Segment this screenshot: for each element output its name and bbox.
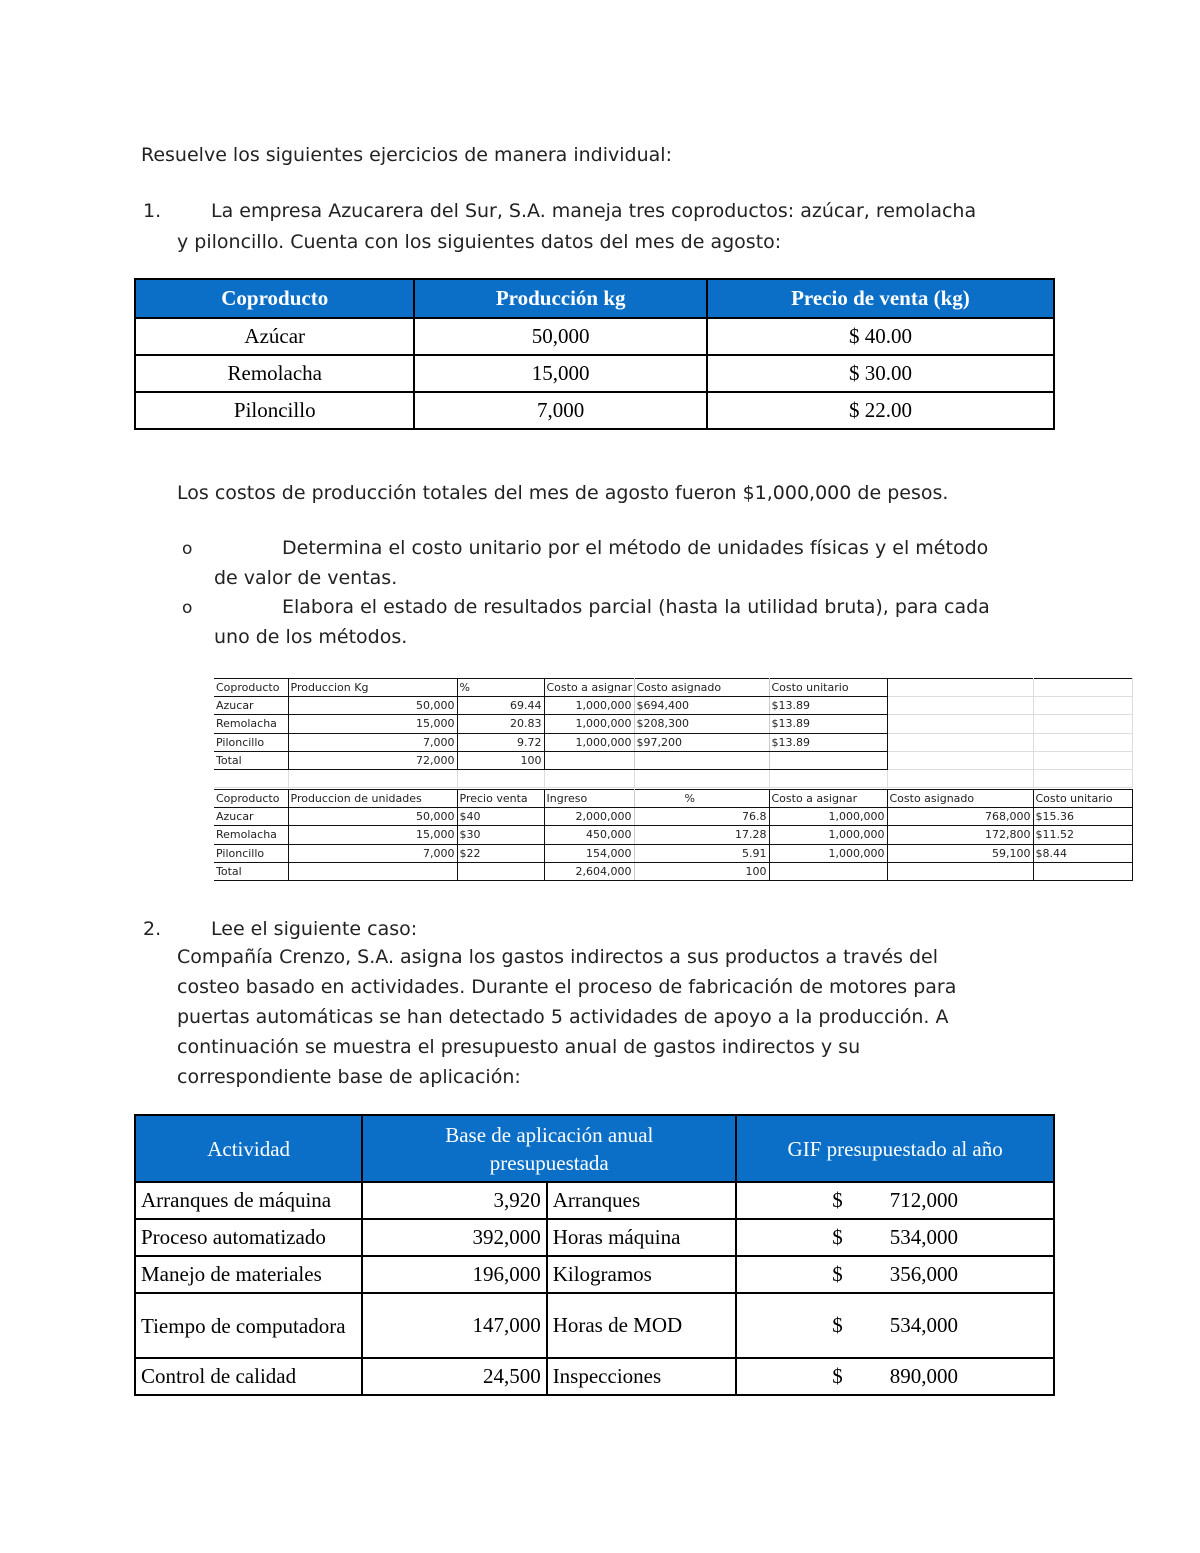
- exercise-2-line: costeo basado en actividades. Durante el proceso de fabricación de motores para: [177, 976, 957, 998]
- sheet-cell: [1033, 733, 1132, 751]
- sheet-cell: [1033, 769, 1132, 787]
- sheet-cell: 7,000: [288, 733, 457, 751]
- exercise-1-line1: La empresa Azucarera del Sur, S.A. maneja tres coproductos: azúcar, remolacha: [211, 200, 977, 222]
- sheet-cell: [634, 769, 769, 787]
- sales-value-sheet: [214, 789, 1133, 881]
- coproducts-header-row: [135, 279, 1054, 318]
- sheet-cell: 2,604,000: [544, 862, 634, 880]
- activity-cell: Arranques de máquina: [135, 1182, 362, 1219]
- sheet-cell: [769, 769, 887, 787]
- sheet-cell: 69.44: [457, 697, 544, 715]
- sheet-header-cell: %: [457, 679, 544, 697]
- sheet-header-cell: Coproducto: [214, 790, 288, 808]
- sheet-cell: $694,400: [634, 697, 769, 715]
- sheet-row: [214, 751, 1132, 769]
- sheet-cell: $8.44: [1033, 844, 1132, 862]
- exercise-2-line: Compañía Crenzo, S.A. asigna los gastos indirectos a sus productos a través del: [177, 946, 938, 968]
- bullet-2-line1: Elabora el estado de resultados parcial (hasta la utilidad bruta), para cada: [282, 596, 990, 618]
- currency-symbol: $: [832, 1188, 843, 1212]
- sheet-cell: Azucar: [214, 697, 288, 715]
- cell: $ 40.00: [707, 318, 1054, 355]
- intro-text: Resuelve los siguientes ejercicios de manera individual:: [141, 144, 672, 166]
- sheet-header-cell: Costo asignado: [634, 679, 769, 697]
- sheet-spacer-row: [214, 769, 1132, 787]
- sheet-cell: 1,000,000: [769, 844, 887, 862]
- sheet-cell: [457, 862, 544, 880]
- sheet-row: [214, 862, 1132, 880]
- sheet-header-cell: %: [634, 790, 769, 808]
- amount-cell: [736, 1182, 1054, 1219]
- sheet-cell: [544, 769, 634, 787]
- amount-value: 534,000: [889, 1225, 958, 1249]
- currency-symbol: $: [832, 1262, 843, 1286]
- exercise-2-line: correspondiente base de aplicación:: [177, 1066, 521, 1088]
- col-header: GIF presupuestado al año: [736, 1115, 1054, 1182]
- sheet-cell: 1,000,000: [769, 808, 887, 826]
- sheet-cell: 59,100: [887, 844, 1033, 862]
- exercise-2-title: Lee el siguiente caso:: [211, 918, 418, 940]
- sheet-cell: 154,000: [544, 844, 634, 862]
- sheet-cell: 100: [634, 862, 769, 880]
- sheet-cell: $30: [457, 826, 544, 844]
- sheet-cell: [1033, 862, 1132, 880]
- sheet-cell: Piloncillo: [214, 733, 288, 751]
- amount-cell: [736, 1358, 1054, 1395]
- total-costs-text: Los costos de producción totales del mes de agosto fueron $1,000,000 de pesos.: [177, 482, 949, 504]
- sheet-cell: [887, 715, 1033, 733]
- sheet-cell: 2,000,000: [544, 808, 634, 826]
- sheet-cell: [288, 862, 457, 880]
- sheet-cell: 100: [457, 751, 544, 769]
- sheet-row: [214, 715, 1132, 733]
- sheet-header-cell: Coproducto: [214, 679, 288, 697]
- sheet-header-cell: Ingreso: [544, 790, 634, 808]
- table-row: [135, 318, 1054, 355]
- sheet-row: [214, 808, 1132, 826]
- cell: 15,000: [414, 355, 706, 392]
- col-header: Coproducto: [135, 279, 414, 318]
- col-header: Actividad: [135, 1115, 362, 1182]
- activity-cell: Control de calidad: [135, 1358, 362, 1395]
- exercise-2-line: continuación se muestra el presupuesto anual de gastos indirectos y su: [177, 1036, 861, 1058]
- sheet-cell: Azucar: [214, 808, 288, 826]
- sheet-cell: $13.89: [769, 715, 887, 733]
- bullet-1-line1: Determina el costo unitario por el método de unidades físicas y el método: [282, 537, 989, 559]
- sheet-cell: [214, 769, 288, 787]
- sheet-cell: [769, 862, 887, 880]
- sheet-row: [214, 697, 1132, 715]
- sheet-cell: 15,000: [288, 826, 457, 844]
- base-cell: 24,500: [362, 1358, 546, 1395]
- amount-cell: [736, 1256, 1054, 1293]
- amount-value: 890,000: [889, 1364, 958, 1388]
- sheet-header-cell: Costo asignado: [887, 790, 1033, 808]
- sheet-header-cell: Precio venta: [457, 790, 544, 808]
- table-row: [135, 392, 1054, 429]
- sheet-cell: 450,000: [544, 826, 634, 844]
- sheet-cell: [1033, 697, 1132, 715]
- base-cell: 147,000: [362, 1293, 546, 1358]
- sheet-cell: 768,000: [887, 808, 1033, 826]
- sheet-row: [214, 733, 1132, 751]
- activities-header-row: [135, 1115, 1054, 1182]
- sheet-cell: [288, 769, 457, 787]
- sheet-cell: [1033, 751, 1132, 769]
- currency-symbol: $: [832, 1364, 843, 1388]
- cell: $ 22.00: [707, 392, 1054, 429]
- sheet-row: [214, 844, 1132, 862]
- base-cell: 392,000: [362, 1219, 546, 1256]
- sheet-cell: Total: [214, 751, 288, 769]
- sheet-cell: 20.83: [457, 715, 544, 733]
- bullet-marker: o: [182, 598, 193, 618]
- cell: 50,000: [414, 318, 706, 355]
- sheet-header-cell: [887, 679, 1033, 697]
- sheet-cell: 76.8: [634, 808, 769, 826]
- sheet-cell: 15,000: [288, 715, 457, 733]
- physical-units-sheet: [214, 678, 1133, 788]
- sheet-cell: [634, 751, 769, 769]
- sheet-cell: Remolacha: [214, 826, 288, 844]
- cell: Piloncillo: [135, 392, 414, 429]
- col-header: Precio de venta (kg): [707, 279, 1054, 318]
- currency-symbol: $: [832, 1225, 843, 1249]
- table-row: [135, 1256, 1054, 1293]
- sheet-cell: [457, 769, 544, 787]
- base-cell: 196,000: [362, 1256, 546, 1293]
- sheet-header-cell: Produccion Kg: [288, 679, 457, 697]
- sheet-header-cell: Produccion de unidades: [288, 790, 457, 808]
- currency-symbol: $: [832, 1313, 843, 1337]
- sheet-cell: 50,000: [288, 697, 457, 715]
- sheet-cell: $208,300: [634, 715, 769, 733]
- unit-cell: Arranques: [547, 1182, 737, 1219]
- sheet-cell: Piloncillo: [214, 844, 288, 862]
- sheet-header-cell: Costo a asignar: [769, 790, 887, 808]
- table-row: [135, 355, 1054, 392]
- unit-cell: Horas máquina: [547, 1219, 737, 1256]
- bullet-marker: o: [182, 539, 193, 559]
- activity-cell: Tiempo de computadora: [135, 1293, 362, 1358]
- sheet-cell: [887, 697, 1033, 715]
- sheet-cell: [769, 751, 887, 769]
- col-header: Base de aplicación anual presupuestada: [362, 1115, 736, 1182]
- amount-value: 356,000: [889, 1262, 958, 1286]
- sheet-cell: 50,000: [288, 808, 457, 826]
- sheet-header-cell: Costo a asignar: [544, 679, 634, 697]
- sheet-cell: $11.52: [1033, 826, 1132, 844]
- sheet-cell: $40: [457, 808, 544, 826]
- sheet-cell: [887, 862, 1033, 880]
- unit-cell: Horas de MOD: [547, 1293, 737, 1358]
- sheet-cell: [887, 733, 1033, 751]
- sheet-cell: 17.28: [634, 826, 769, 844]
- amount-value: 534,000: [889, 1313, 958, 1337]
- sheet-cell: $97,200: [634, 733, 769, 751]
- sheet-header-cell: Costo unitario: [1033, 790, 1132, 808]
- base-cell: 3,920: [362, 1182, 546, 1219]
- sheet-cell: [887, 769, 1033, 787]
- activity-cell: Manejo de materiales: [135, 1256, 362, 1293]
- sheet-cell: 172,800: [887, 826, 1033, 844]
- exercise-2-line: puertas automáticas se han detectado 5 actividades de apoyo a la producción. A: [177, 1006, 949, 1028]
- unit-cell: Kilogramos: [547, 1256, 737, 1293]
- sheet-cell: [887, 751, 1033, 769]
- table-row: [135, 1293, 1054, 1358]
- col-header: Producción kg: [414, 279, 706, 318]
- exercise-2-number: 2.: [143, 918, 162, 940]
- bullet-1-line2: de valor de ventas.: [214, 567, 398, 589]
- sheet-cell: 5.91: [634, 844, 769, 862]
- sheet-header-cell: [1033, 679, 1132, 697]
- amount-cell: [736, 1219, 1054, 1256]
- cell: Remolacha: [135, 355, 414, 392]
- exercise-1-number: 1.: [143, 200, 162, 222]
- sheet-cell: $13.89: [769, 697, 887, 715]
- sheet-cell: 1,000,000: [544, 697, 634, 715]
- cell: $ 30.00: [707, 355, 1054, 392]
- sheet-cell: [1033, 715, 1132, 733]
- sheet-header-row: [214, 679, 1132, 697]
- sheet-cell: $15.36: [1033, 808, 1132, 826]
- amount-value: 712,000: [889, 1188, 958, 1212]
- unit-cell: Inspecciones: [547, 1358, 737, 1395]
- cell: Azúcar: [135, 318, 414, 355]
- sheet-cell: Total: [214, 862, 288, 880]
- sheet-cell: 9.72: [457, 733, 544, 751]
- sheet-cell: Remolacha: [214, 715, 288, 733]
- sheet-cell: $13.89: [769, 733, 887, 751]
- activities-table: [134, 1114, 1055, 1396]
- cell: 7,000: [414, 392, 706, 429]
- sheet-cell: 1,000,000: [544, 715, 634, 733]
- activity-cell: Proceso automatizado: [135, 1219, 362, 1256]
- sheet-cell: [544, 751, 634, 769]
- sheet-cell: 1,000,000: [769, 826, 887, 844]
- sheet-cell: 72,000: [288, 751, 457, 769]
- sheet-cell: 1,000,000: [544, 733, 634, 751]
- bullet-2-line2: uno de los métodos.: [214, 626, 408, 648]
- sheet-cell: 7,000: [288, 844, 457, 862]
- sheet-header-row: [214, 790, 1132, 808]
- sheet-row: [214, 826, 1132, 844]
- sheet-header-cell: Costo unitario: [769, 679, 887, 697]
- table-row: [135, 1219, 1054, 1256]
- table-row: [135, 1182, 1054, 1219]
- table-row: [135, 1358, 1054, 1395]
- coproducts-table: [134, 278, 1055, 430]
- exercise-1-line2: y piloncillo. Cuenta con los siguientes datos del mes de agosto:: [177, 231, 782, 253]
- amount-cell: [736, 1293, 1054, 1358]
- sheet-cell: $22: [457, 844, 544, 862]
